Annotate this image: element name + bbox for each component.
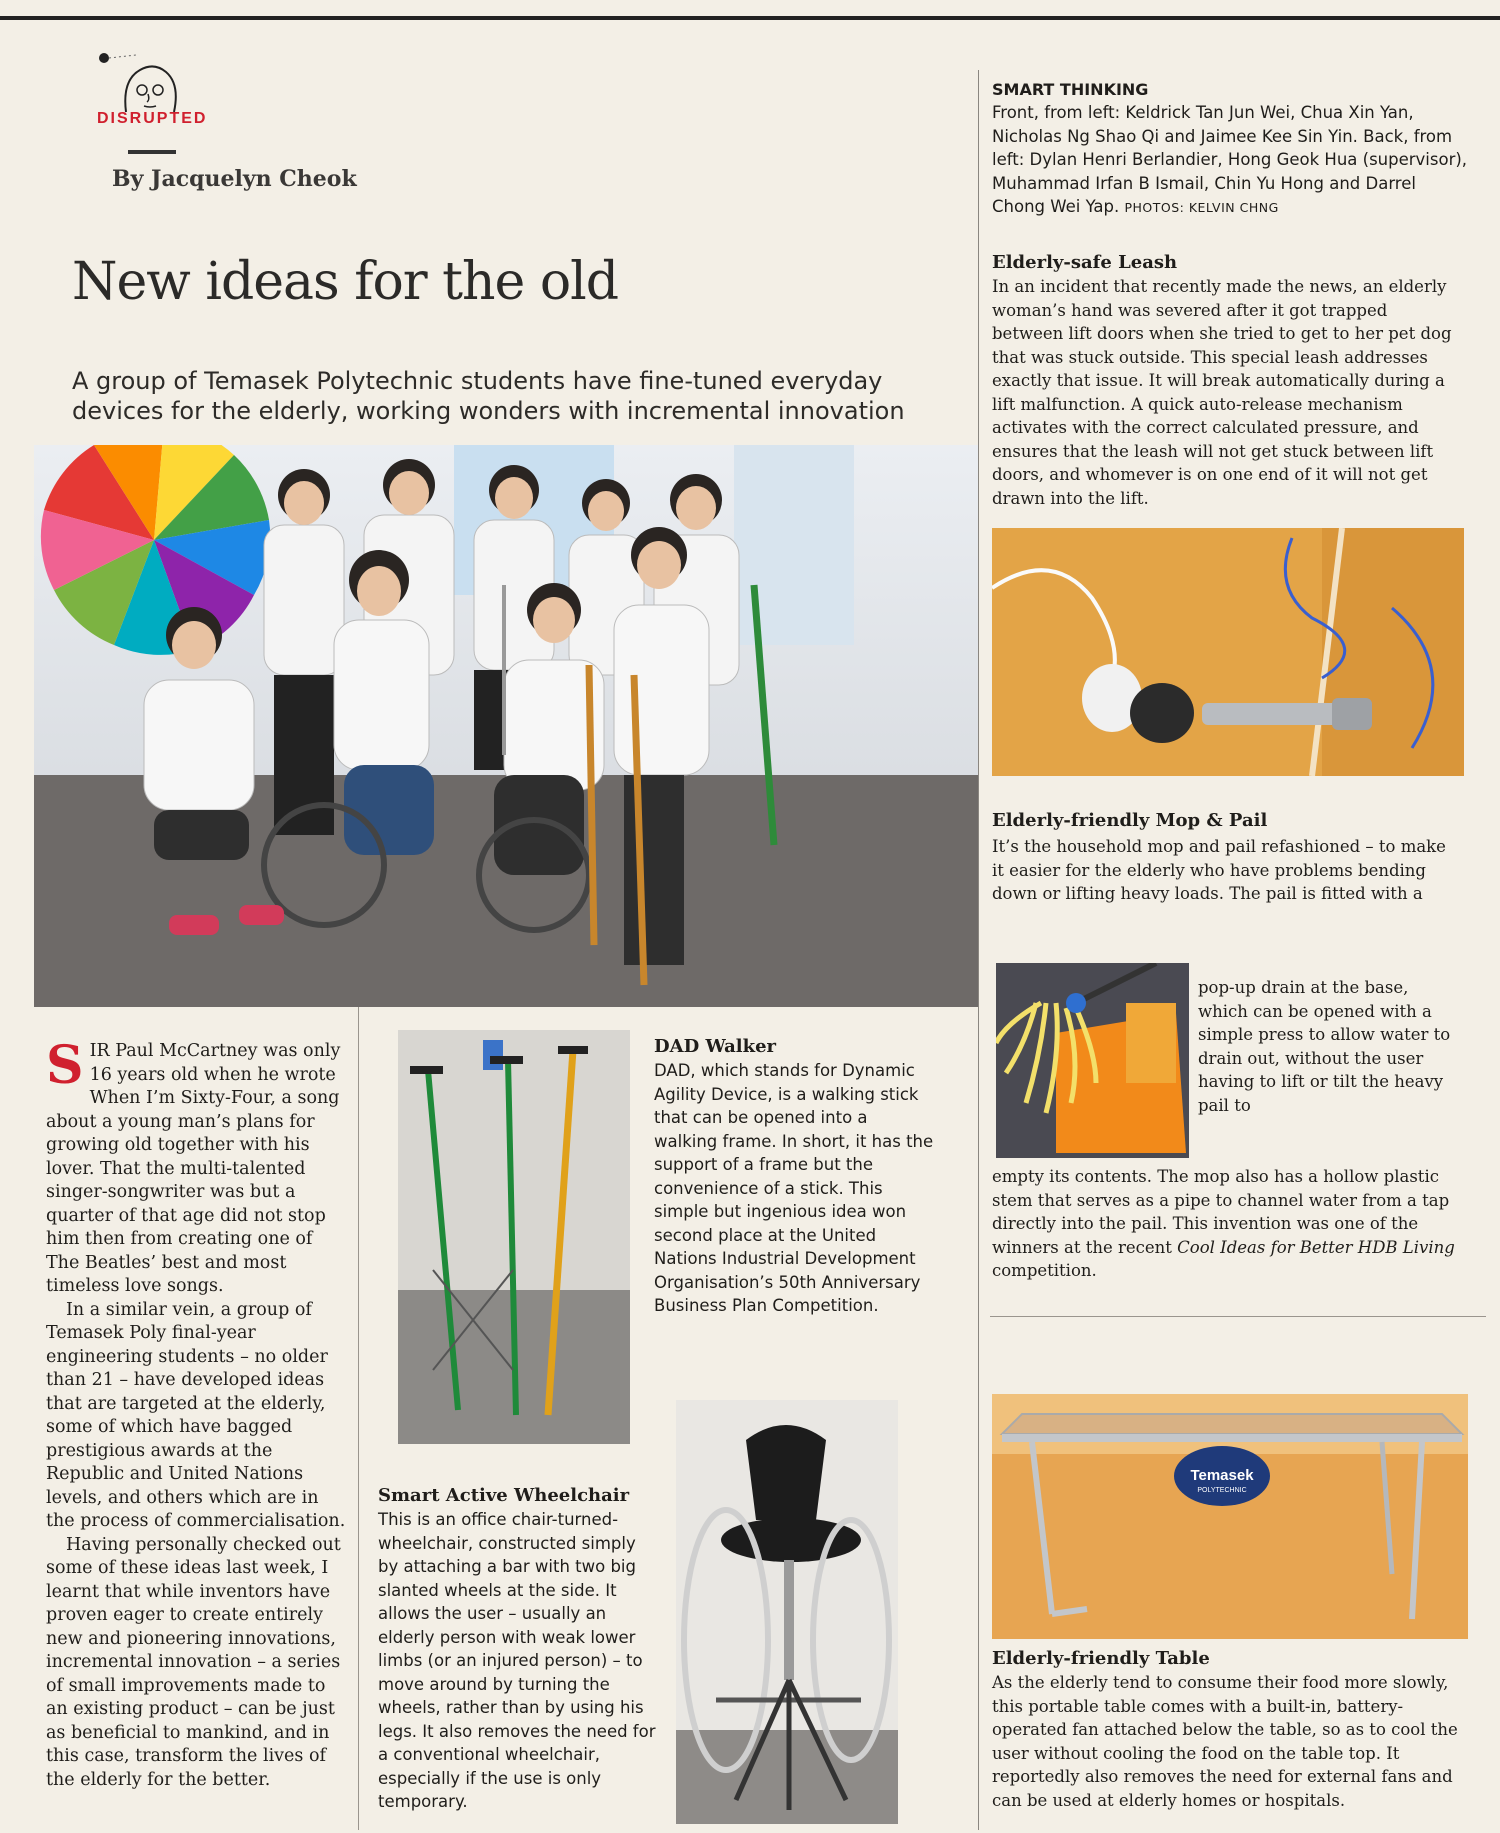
mop-text-top: It’s the household mop and pail refashioned – to make it easier for the elderly who have problems bending down or lifting heavy loads. The pail is fitted with a bbox=[992, 837, 1446, 903]
standfirst: A group of Temasek Polytechnic students have fine-tuned everyday devices for the elderly, working wonders with incremental innovation bbox=[72, 367, 905, 425]
table-brand: Temasek bbox=[1190, 1467, 1254, 1484]
byline: By Jacquelyn Cheok bbox=[112, 166, 357, 192]
leash-title: Elderly-safe Leash bbox=[992, 252, 1178, 273]
photo-credit: PHOTOS: KELVIN CHNG bbox=[1124, 200, 1279, 215]
mop-photo bbox=[996, 963, 1189, 1158]
dad-title: DAD Walker bbox=[654, 1036, 777, 1057]
group-photo bbox=[34, 445, 978, 1007]
wheelchair-photo bbox=[676, 1400, 898, 1824]
column-label: DISRUPTED bbox=[97, 110, 208, 127]
top-rule bbox=[0, 16, 1500, 20]
caption-text: Front, from left: Keldrick Tan Jun Wei, Chua Xin Yan, Nicholas Ng Shao Qi and Jaimee Kee Sin Yin. Back, from left: Dylan Henri Berlandier, Hong Geok Hua (supervisor), Muhammad Irfan B Ismail, Chin Yu Hong and Darrel Chong Wei Yap. bbox=[992, 103, 1468, 216]
table-photo bbox=[992, 1394, 1468, 1639]
wheelchair-text: This is an office chair-turned-wheelchair, constructed simply by attaching a bar with two big slanted wheels at the side. It allows the user – usually an elderly person with weak lower limbs (or an injured person) – to move around by turning the wheels, rather than by using his legs. It also removes the need for a conventional wheelchair, especially if the use is only temporary. bbox=[378, 1510, 656, 1811]
story-paragraph-2: In a similar vein, a group of Temasek Poly final-year engineering students – no older than 21 – have developed ideas that are targeted at the elderly, some of which have bagged prestigious awards at the Republic and United Nations levels, and others which are in the process of commercialisation. bbox=[46, 1299, 346, 1531]
label-divider bbox=[128, 150, 176, 154]
dad-text: DAD, which stands for Dynamic Agility Device, is a walking stick that can be opened into a walking frame. In short, it has the support of a frame but the convenience of a stick. This simple but ingenious idea won second place at the United Nations Industrial Development Organisation’s 50th Anniversary Business Plan Competition. bbox=[654, 1061, 934, 1315]
story-body bbox=[46, 1035, 346, 1792]
leash-photo bbox=[992, 528, 1464, 776]
leash-section bbox=[992, 252, 1462, 510]
table-text: As the elderly tend to consume their food more slowly, this portable table comes with a built-in, battery-operated fan attached below the table, so as to cool the user without cooling the food on the table top. It reportedly also removes the need for external fans and can be used at elderly homes or hospitals. bbox=[992, 1673, 1458, 1810]
table-section bbox=[992, 1648, 1468, 1812]
story-divider bbox=[358, 1005, 359, 1830]
headline: New ideas for the old bbox=[72, 252, 619, 312]
drop-cap: S bbox=[46, 1035, 84, 1096]
mop-title: Elderly-friendly Mop & Pail bbox=[992, 810, 1268, 831]
mop-text-rest-2: competition. bbox=[992, 1261, 1097, 1280]
mop-competition-name: Cool Ideas for Better HDB Living bbox=[1177, 1237, 1455, 1257]
column-divider bbox=[978, 70, 979, 1830]
mop-text-wrap: pop-up drain at the base, which can be opened with a simple press to allow water to drain out, without the user having to lift or tilt the heavy pail to bbox=[1198, 978, 1451, 1115]
photo-caption bbox=[992, 80, 1472, 220]
wheelchair-title: Smart Active Wheelchair bbox=[378, 1485, 630, 1506]
wheelchair-section bbox=[378, 1485, 658, 1814]
caption-title: SMART THINKING bbox=[992, 80, 1149, 99]
story-paragraph-3: Having personally checked out some of these ideas last week, I learnt that while inventors have proven eager to create entirely new and pioneering innovations, incremental innovation – a series of small improvements made to an existing product – can be just as beneficial to mankind, and in this case, transform the lives of the elderly for the better. bbox=[46, 1534, 341, 1790]
section-divider bbox=[990, 1316, 1486, 1317]
leash-text: In an incident that recently made the news, an elderly woman’s hand was severed after it got trapped between lift doors when she tried to get to her pet dog that was stuck outside. This special leash addresses exactly that issue. It will break automatically during a lift malfunction. A quick auto-release mechanism activates with the correct calculated pressure, and ensures that the leash will not get stuck between lift doors, and whomever is on one end of it will not get drawn into the lift. bbox=[992, 277, 1452, 508]
dad-walker-section bbox=[654, 1036, 934, 1318]
mop-text-rest-1: empty its contents. The mop also has a hollow plastic stem that serves as a pipe to channel water from a tap directly into the pail. This invention was one of the winners at the recent bbox=[992, 1167, 1450, 1257]
table-brand-sub: POLYTECHNIC bbox=[1197, 1487, 1247, 1494]
story-paragraph-1: IR Paul McCartney was only 16 years old when he wrote When I’m Sixty-Four, a song about a young man’s plans for growing old together with his lover. That the multi-talented singer-songwriter was but a quarter of that age did not stop him then from creating one of The Beatles’ best and most timeless love songs. bbox=[46, 1041, 341, 1296]
table-title: Elderly-friendly Table bbox=[992, 1648, 1210, 1669]
mop-text-rest bbox=[992, 1165, 1462, 1283]
walking-sticks-photo bbox=[398, 1030, 630, 1444]
